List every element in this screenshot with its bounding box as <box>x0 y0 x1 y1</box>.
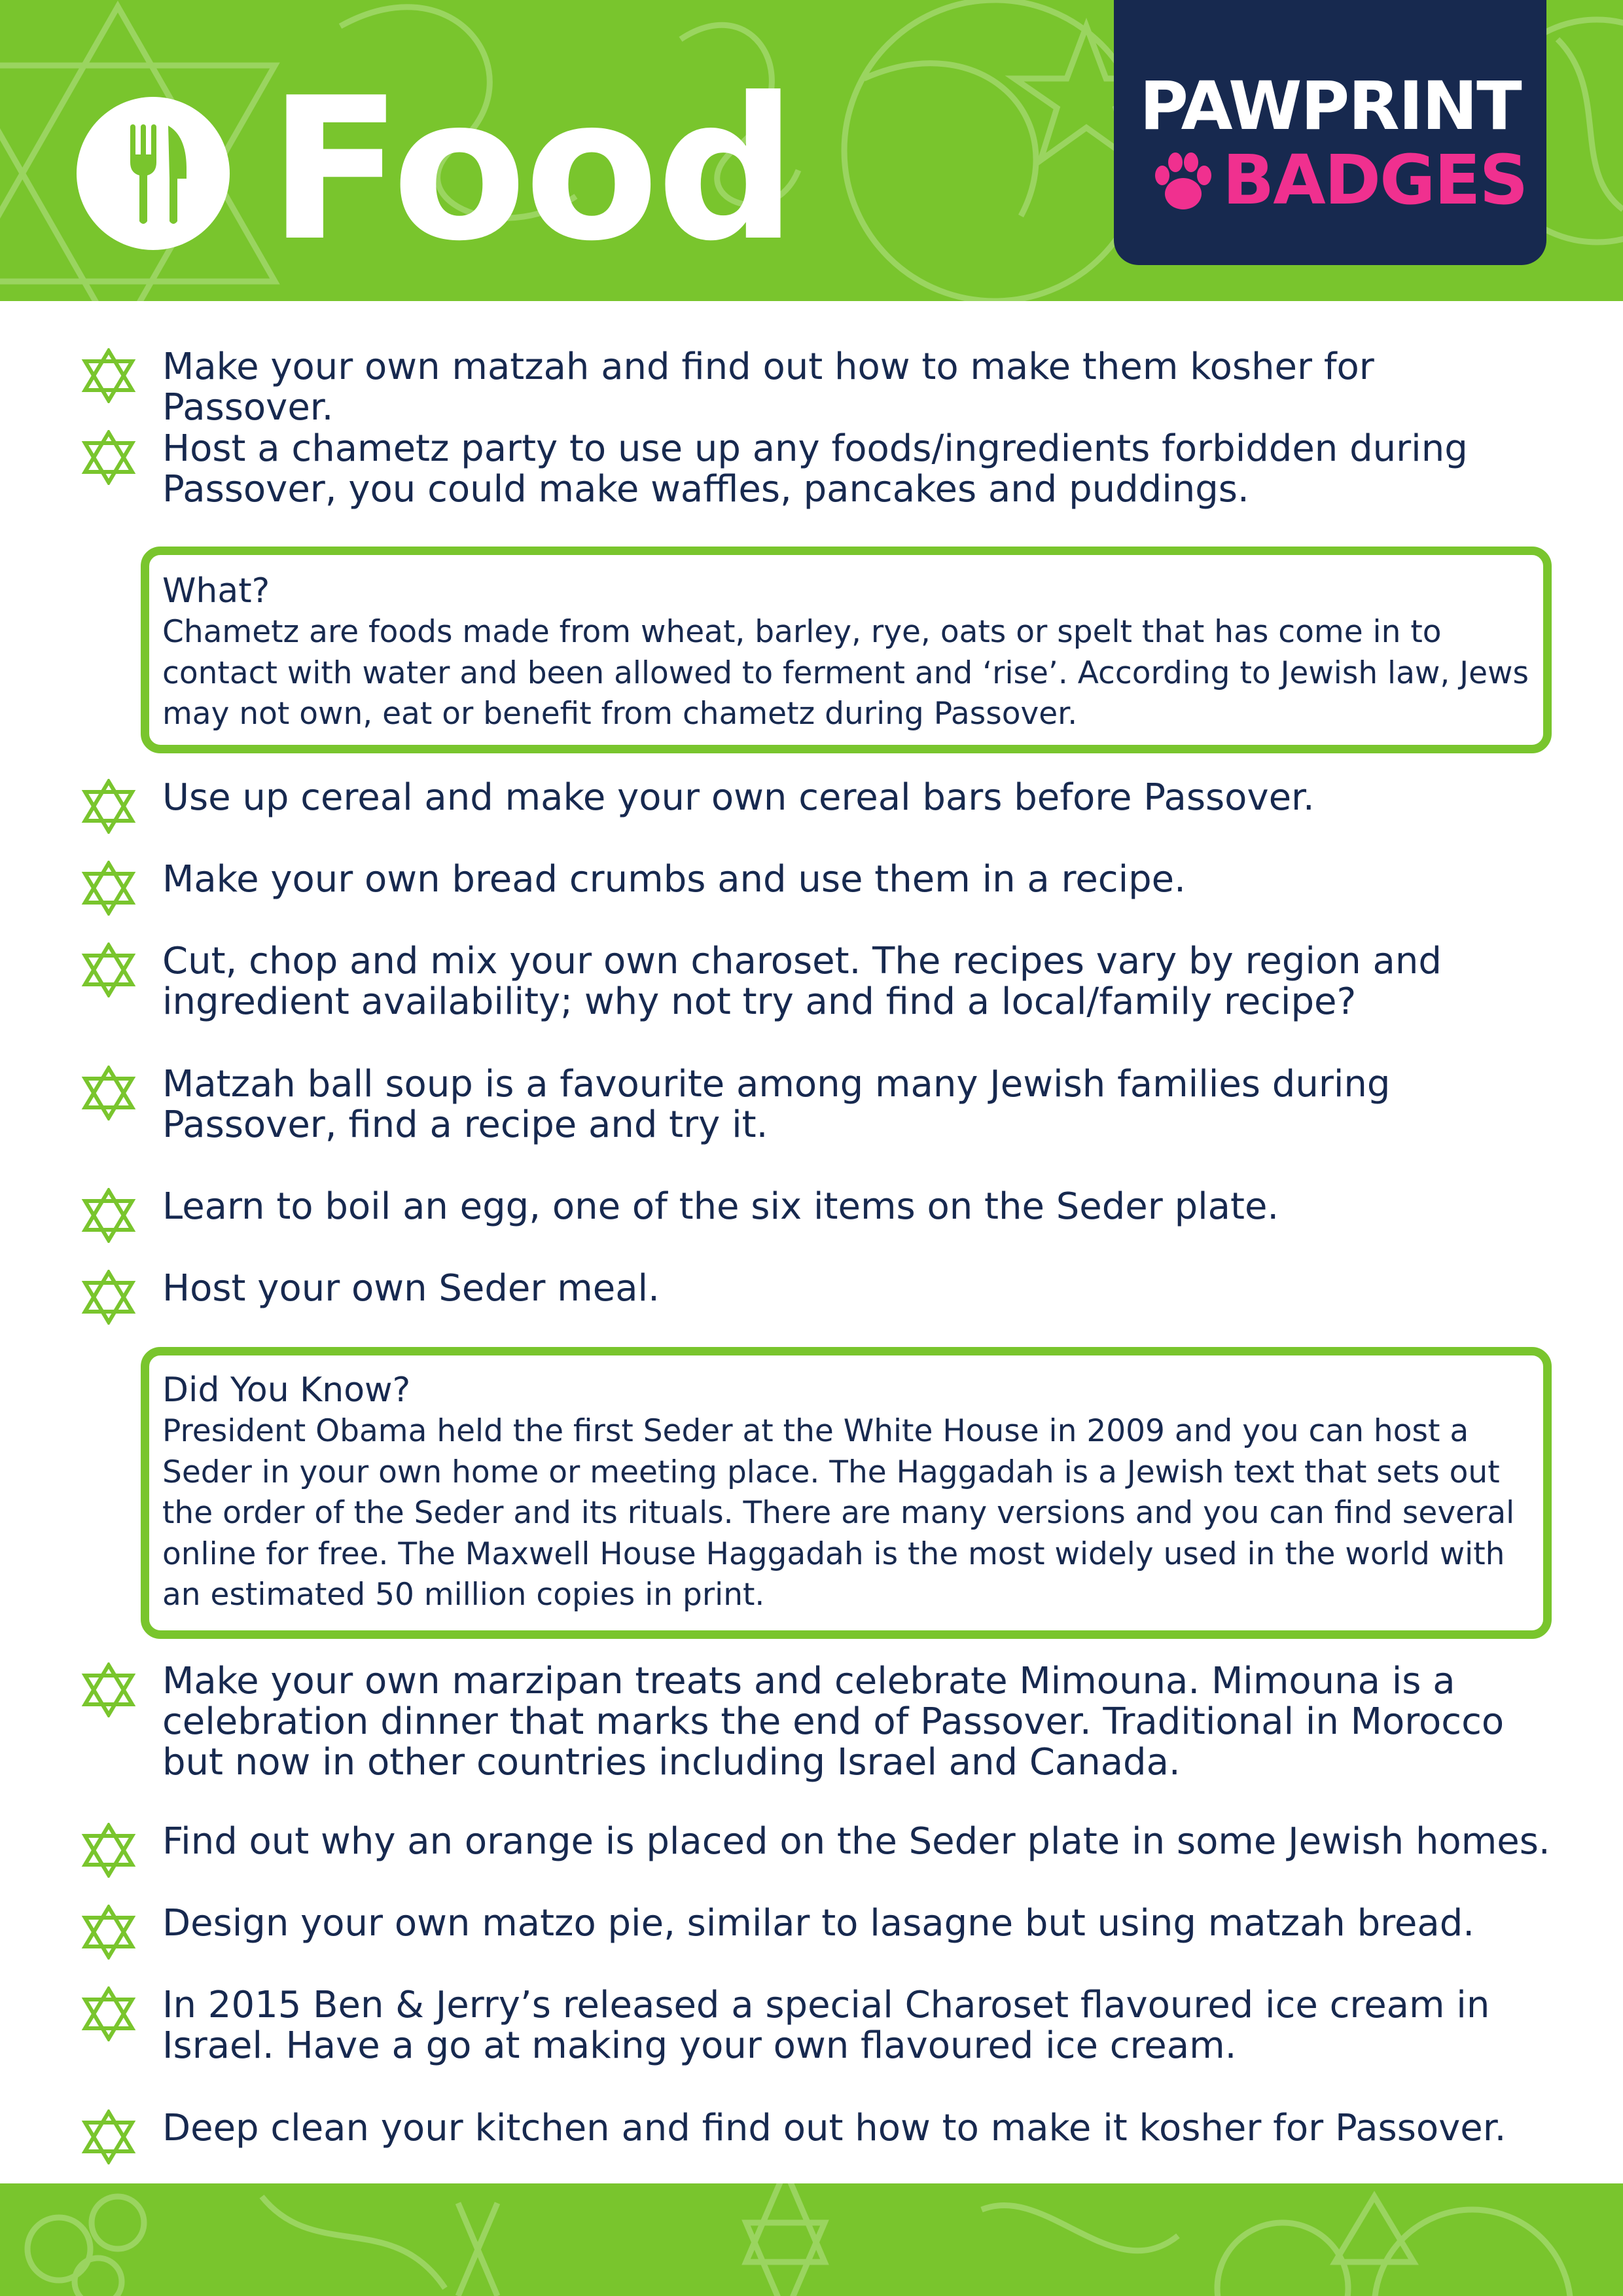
list-item-text: Use up cereal and make your own cereal bars before Passover. <box>162 776 1315 819</box>
info-box-body: Chametz are foods made from wheat, barley, rye, oats or spelt that has come in to contact with water and been allowed to ferment and ‘rise’. According to Jewish law, Jews may not own, eat or benefit from chametz during Passover. <box>162 614 1529 732</box>
star-of-david-icon <box>81 779 136 834</box>
list-item-text: Learn to boil an egg, one of the six items on the Seder plate. <box>162 1185 1279 1228</box>
info-box-did-you-know <box>141 1347 1552 1639</box>
info-box-title: Did You Know? <box>162 1371 411 1410</box>
list-item-text: Make your own bread crumbs and use them in a recipe. <box>162 858 1186 901</box>
star-of-david-icon <box>81 1662 136 1717</box>
list-item-text: Host a chametz party to use up any foods/ingredients forbidden during Passover, you could make waffles, pancakes and puddings. <box>162 427 1468 511</box>
star-of-david-icon <box>81 1066 136 1121</box>
list-item-text: Find out why an orange is placed on the Seder plate in some Jewish homes. <box>162 1820 1550 1863</box>
star-of-david-icon <box>81 861 136 916</box>
info-box-body: President Obama held the first Seder at the White House in 2009 and you can host a Seder in your own home or meeting place. The Haggadah is a Jewish text that sets out the order of the Seder and its rituals. There are many versions and you can find several online for free. The Maxwell House Haggadah is the most widely used in the world with an estimated 50 million copies in print. <box>162 1413 1515 1613</box>
paw-print-icon <box>1150 149 1216 215</box>
list-item-text: Host your own Seder meal. <box>162 1267 660 1310</box>
list-item-text: Deep clean your kitchen and find out how to make it kosher for Passover. <box>162 2107 1507 2149</box>
page-title: Food <box>268 56 794 284</box>
star-of-david-icon <box>81 1905 136 1960</box>
star-of-david-icon <box>81 1270 136 1325</box>
list-item-text: Make your own marzipan treats and celebrate Mimouna. Mimouna is a celebration dinner that marks the end of Passover. Traditional in Morocco but now in other countries including Israel and Canada. <box>162 1660 1505 1784</box>
logo-text-pawprint: PAWPRINT <box>1139 67 1521 145</box>
star-of-david-icon <box>81 1188 136 1243</box>
header-banner <box>0 0 1623 301</box>
list-item-text: Design your own matzo pie, similar to lasagne but using matzah bread. <box>162 1902 1475 1945</box>
list-item-text: Matzah ball soup is a favourite among many Jewish families during Passover, find a recipe and try it. <box>162 1063 1391 1146</box>
info-box-title: What? <box>162 571 270 611</box>
fork-knife-icon <box>77 97 230 250</box>
star-of-david-icon <box>81 430 136 485</box>
star-of-david-icon <box>81 1823 136 1878</box>
footer-pattern <box>0 2183 1623 2296</box>
footer-banner <box>0 2183 1623 2296</box>
star-of-david-icon <box>81 2109 136 2164</box>
info-box-what <box>141 547 1552 753</box>
logo-text-badges: BADGES <box>1222 140 1527 220</box>
pawprint-badges-logo <box>1114 0 1546 265</box>
list-item-text: In 2015 Ben & Jerry’s released a special Charoset flavoured ice cream in Israel. Have a go at making your own flavoured ice cream. <box>162 1984 1490 2067</box>
star-of-david-icon <box>81 942 136 997</box>
list-item-text: Cut, chop and mix your own charoset. The recipes vary by region and ingredient availability; why not try and find a local/family recipe? <box>162 940 1442 1023</box>
star-of-david-icon <box>81 348 136 403</box>
list-item-text: Make your own matzah and find out how to make them kosher for Passover. <box>162 346 1374 429</box>
star-of-david-icon <box>81 1986 136 2041</box>
